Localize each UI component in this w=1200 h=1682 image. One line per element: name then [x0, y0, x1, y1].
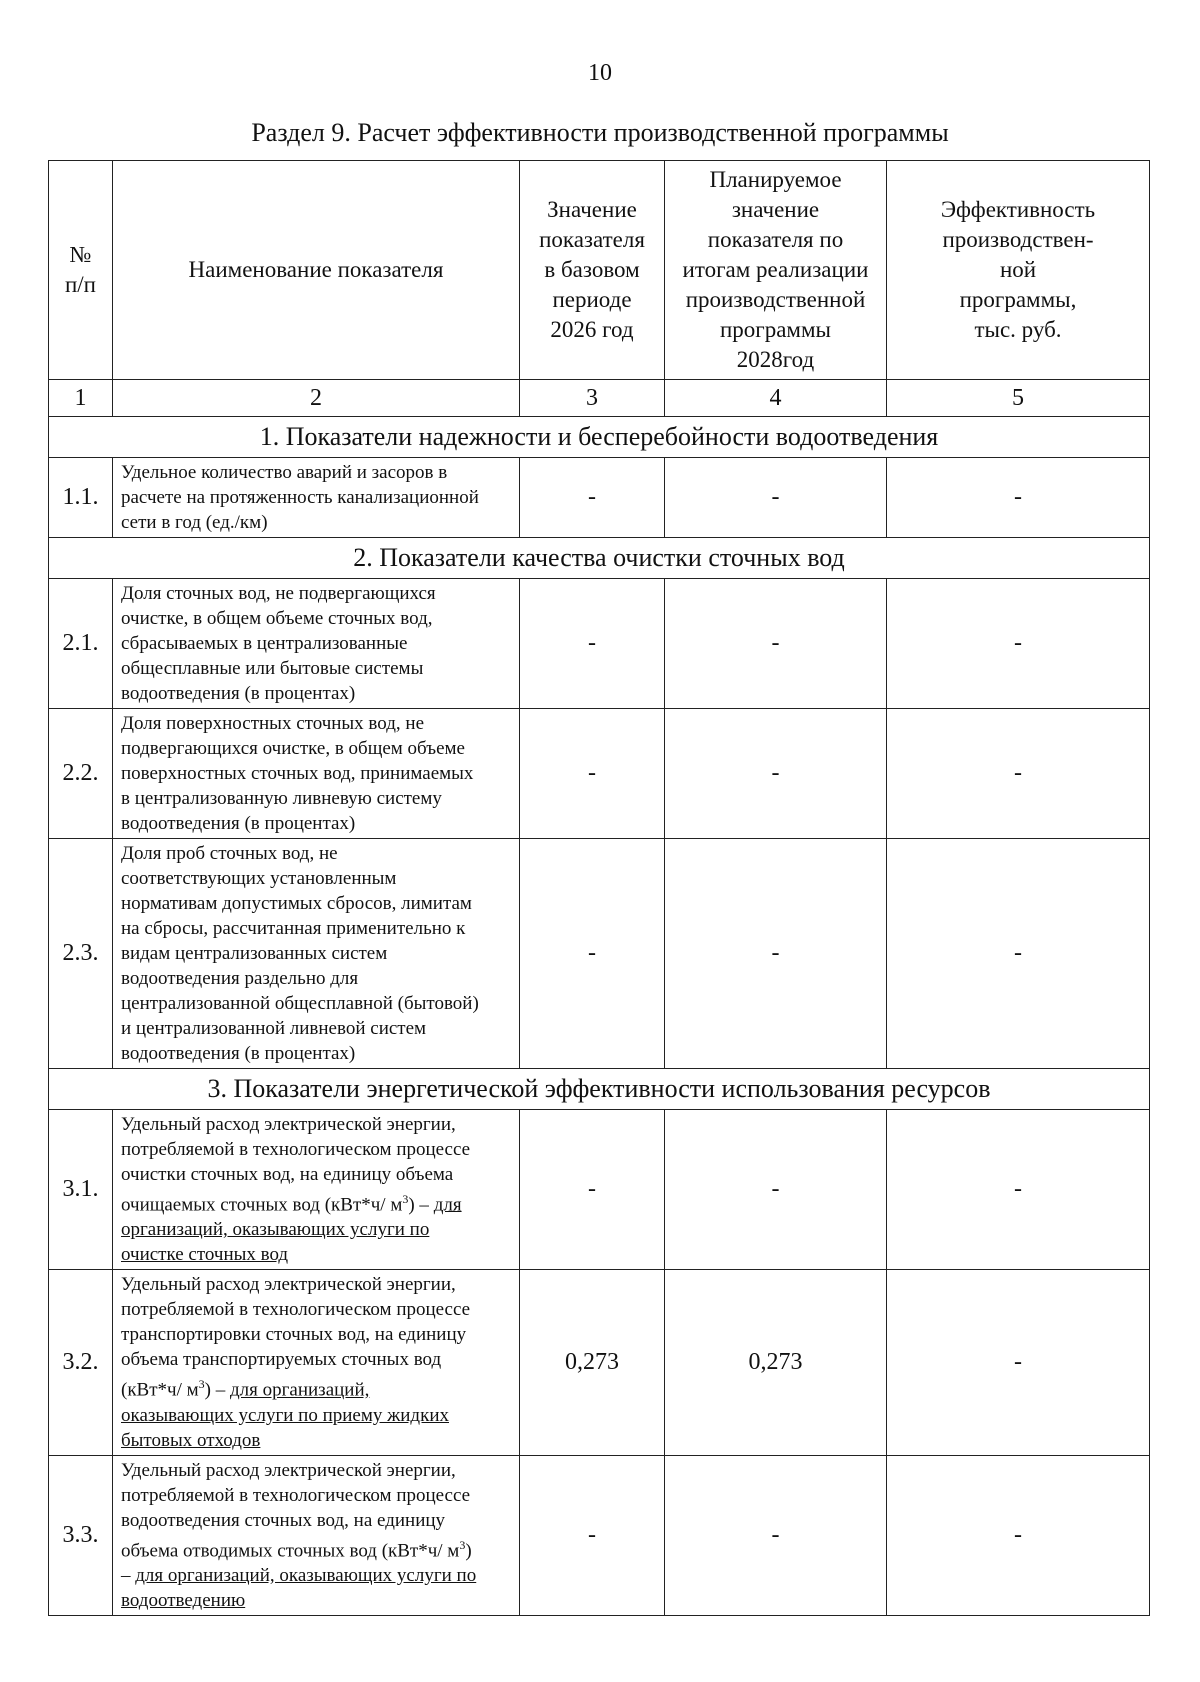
header-line: тыс. руб.	[974, 317, 1062, 342]
base-value: -	[520, 458, 665, 538]
header-col-efficiency	[887, 161, 1150, 380]
efficiency-table	[48, 160, 1150, 1616]
indicator-line: – для организаций, оказывающих услуги по	[121, 1564, 477, 1586]
indicator-line: очистки сточных вод, на единицу объема	[121, 1164, 454, 1185]
table-row	[49, 709, 1150, 839]
header-line: Значение	[547, 197, 637, 222]
indicator-line: водоотведения сточных вод, на единицу	[121, 1509, 446, 1531]
row-number: 3.3.	[49, 1455, 113, 1615]
column-number: 4	[665, 380, 887, 417]
header-line: в базовом	[544, 257, 640, 282]
indicator-line: Доля поверхностных сточных вод, не	[121, 713, 424, 734]
table-row	[49, 1270, 1150, 1455]
indicator-line: Удельный расход электрической энергии,	[121, 1274, 456, 1296]
header-col-planned	[665, 161, 887, 380]
header-line: ной	[999, 257, 1037, 282]
indicator-line: видам централизованных систем	[121, 943, 388, 964]
underlined-text: бытовых отходов	[121, 1429, 261, 1451]
indicator-line: водоотведения раздельно для	[121, 968, 359, 989]
header-line: периоде	[552, 287, 632, 312]
column-number: 3	[520, 380, 665, 417]
efficiency-value: -	[887, 839, 1150, 1069]
header-line: значение	[731, 197, 820, 222]
indicator-line: подвергающихся очистке, в общем объеме	[121, 738, 465, 759]
column-number: 5	[887, 380, 1150, 417]
indicator-line: соответствующих установленным	[121, 868, 397, 889]
indicator-line: сбрасываемых в централизованные	[121, 633, 408, 654]
indicator-line: водоотведения (в процентах)	[121, 1043, 356, 1064]
planned-value: -	[665, 1455, 887, 1615]
row-number: 3.1.	[49, 1110, 113, 1270]
header-line: производственной	[685, 287, 866, 312]
base-value: -	[520, 839, 665, 1069]
indicator-name	[113, 579, 520, 709]
base-value: -	[520, 709, 665, 839]
header-col-base	[520, 161, 665, 380]
section-row	[49, 538, 1150, 579]
planned-value: 0,273	[665, 1270, 887, 1455]
indicator-line: Доля проб сточных вод, не	[121, 843, 338, 864]
base-value: -	[520, 579, 665, 709]
superscript: 3	[198, 1377, 205, 1392]
underlined-text: для организаций,	[229, 1379, 370, 1401]
indicator-line: Удельное количество аварий и засоров в	[121, 462, 448, 483]
underlined-text: оказывающих услуги по приему жидких	[121, 1404, 449, 1426]
efficiency-value: -	[887, 579, 1150, 709]
underlined-text: для	[433, 1194, 462, 1216]
header-line: программы	[719, 317, 831, 342]
section-row	[49, 417, 1150, 458]
efficiency-value: -	[887, 1110, 1150, 1270]
indicator-line: поверхностных сточных вод, принимаемых	[121, 763, 474, 784]
indicator-name	[113, 709, 520, 839]
indicator-line: потребляемой в технологическом процессе	[121, 1484, 471, 1506]
table-row	[49, 1455, 1150, 1615]
planned-value: -	[665, 1110, 887, 1270]
indicator-name	[113, 1110, 520, 1270]
superscript: 3	[402, 1192, 409, 1206]
header-col-name: Наименование показателя	[113, 161, 520, 380]
indicator-line: водоотведения (в процентах)	[121, 683, 356, 704]
indicator-line: в централизованную ливневую систему	[121, 788, 442, 809]
table-row	[49, 579, 1150, 709]
header-line: показателя	[539, 227, 645, 252]
column-number: 1	[49, 380, 113, 417]
indicator-line: Доля сточных вод, не подвергающихся	[121, 583, 436, 604]
planned-value: -	[665, 458, 887, 538]
indicator-name	[113, 458, 520, 538]
indicator-line: Удельный расход электрической энергии,	[121, 1114, 456, 1135]
table-row	[49, 1110, 1150, 1270]
superscript: 3	[459, 1537, 466, 1552]
indicator-line: (кВт*ч/ $м^3$) – для организаций,	[121, 1377, 370, 1401]
column-number: 2	[113, 380, 520, 417]
header-line: Планируемое	[709, 167, 842, 192]
indicator-line: транспортировки сточных вод, на единицу	[121, 1324, 467, 1346]
base-value: 0,273	[520, 1270, 665, 1455]
header-col-number-line: №	[69, 242, 92, 267]
efficiency-value: -	[887, 1455, 1150, 1615]
header-line: программы,	[959, 287, 1077, 312]
table-row	[49, 839, 1150, 1069]
underlined-text: для организаций, оказывающих услуги по	[135, 1564, 477, 1586]
underlined-text: очистке сточных вод	[121, 1244, 289, 1266]
indicator-line: потребляемой в технологическом процессе	[121, 1299, 471, 1321]
indicator-line: общесплавные или бытовые системы	[121, 658, 424, 679]
indicator-line: потребляемой в технологическом процессе	[121, 1139, 471, 1160]
header-line: 2028год	[736, 347, 815, 372]
indicator-line: объема транспортируемых сточных вод	[121, 1349, 442, 1371]
header-line: итогам реализации	[682, 257, 869, 282]
row-number: 2.1.	[49, 579, 113, 709]
base-value: -	[520, 1110, 665, 1270]
header-line: Эффективность	[940, 197, 1096, 222]
efficiency-value: -	[887, 1270, 1150, 1455]
section-row	[49, 1069, 1150, 1110]
indicator-line	[121, 1588, 511, 1613]
page-number: 10	[588, 60, 612, 86]
indicator-line	[121, 1217, 511, 1242]
header-col-number	[49, 161, 113, 380]
indicator-line	[121, 1403, 511, 1428]
indicator-line: на сбросы, рассчитанная применительно к	[121, 918, 466, 939]
row-number: 2.3.	[49, 839, 113, 1069]
header-line: показателя по	[707, 227, 844, 252]
indicator-line: расчете на протяженность канализационной	[121, 487, 479, 508]
indicator-line: Удельный расход электрической энергии,	[121, 1459, 456, 1481]
efficiency-value: -	[887, 709, 1150, 839]
indicator-line: и централизованной ливневой систем	[121, 1018, 427, 1039]
row-number: 2.2.	[49, 709, 113, 839]
efficiency-value: -	[887, 458, 1150, 538]
underlined-text: водоотведению	[121, 1589, 246, 1611]
row-number: 1.1.	[49, 458, 113, 538]
base-value: -	[520, 1455, 665, 1615]
table-row	[49, 458, 1150, 538]
indicator-line: очищаемых сточных вод (кВт*ч/ $м^3$) – для	[121, 1192, 462, 1216]
indicator-line	[121, 1428, 511, 1453]
section-title: 2. Показатели качества очистки сточных вод	[49, 538, 1150, 579]
row-number: 3.2.	[49, 1270, 113, 1455]
indicator-line: очистке, в общем объеме сточных вод,	[121, 608, 433, 629]
indicator-line: объема отводимых сточных вод (кВт*ч/ $м^3$)	[121, 1537, 472, 1561]
header-col-number-line: п/п	[64, 272, 96, 297]
header-row	[49, 161, 1150, 380]
indicator-line: сети в год (ед./км)	[121, 512, 268, 533]
column-numbers-row	[49, 380, 1150, 417]
indicator-line	[121, 1242, 511, 1267]
header-line: 2026 год	[550, 317, 634, 342]
indicator-line: централизованной общесплавной (бытовой)	[121, 993, 479, 1014]
planned-value: -	[665, 579, 887, 709]
planned-value: -	[665, 709, 887, 839]
indicator-line: водоотведения (в процентах)	[121, 813, 356, 834]
section-title: 3. Показатели энергетической эффективности использования ресурсов	[49, 1069, 1150, 1110]
indicator-line: нормативам допустимых сбросов, лимитам	[121, 893, 472, 914]
section-title: 1. Показатели надежности и бесперебойности водоотведения	[49, 417, 1150, 458]
indicator-name	[113, 1455, 520, 1615]
indicator-name	[113, 1270, 520, 1455]
page-title: Раздел 9. Расчет эффективности производственной программы	[251, 118, 949, 147]
planned-value: -	[665, 839, 887, 1069]
header-line: производствен-	[942, 227, 1094, 252]
underlined-text: организаций, оказывающих услуги по	[121, 1219, 430, 1241]
indicator-name	[113, 839, 520, 1069]
